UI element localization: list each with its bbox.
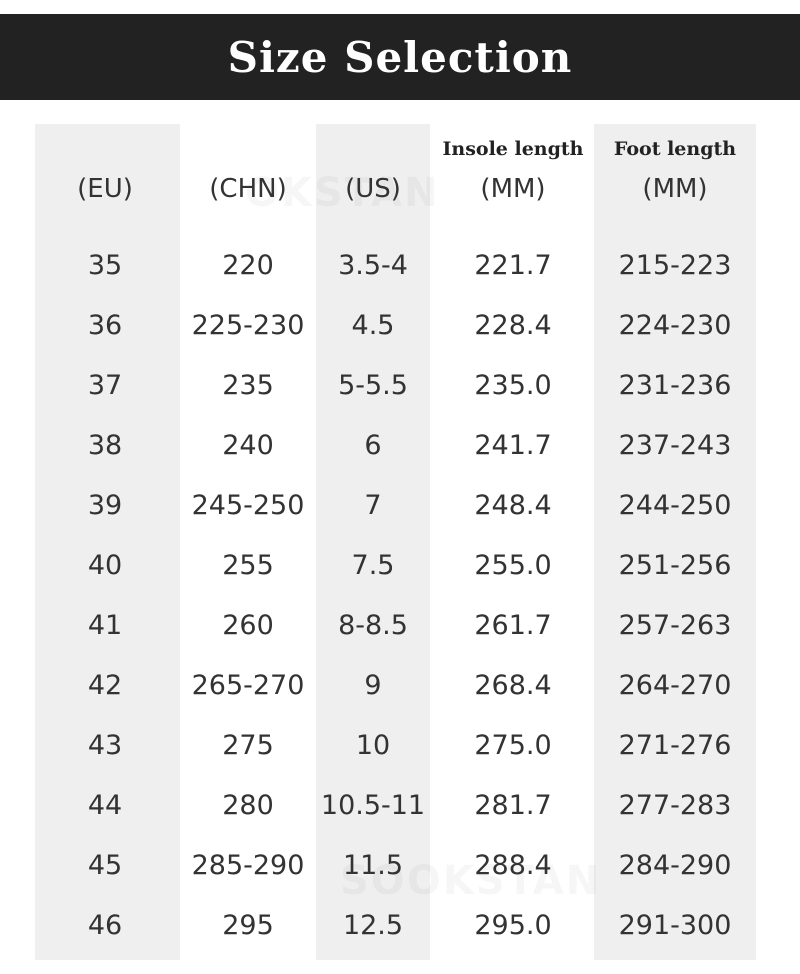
cell-chn: 285-290	[191, 850, 305, 881]
cell-insole-length: 221.7	[474, 250, 552, 281]
cell-us: 7.5	[351, 550, 395, 581]
cell-chn: 265-270	[191, 670, 305, 701]
cell-eu: 45	[87, 850, 123, 881]
cell-foot-length: 284-290	[618, 850, 732, 881]
cell-us: 6	[364, 430, 382, 461]
cell-insole-length: 235.0	[474, 370, 552, 401]
cell-insole-length: 268.4	[474, 670, 552, 701]
cell-chn: 275	[222, 730, 274, 761]
cell-eu: 41	[87, 610, 123, 641]
cell-insole-length: 275.0	[474, 730, 552, 761]
cell-foot-length: 224-230	[618, 310, 732, 341]
cell-insole-length: 261.7	[474, 610, 552, 641]
cell-chn: 240	[222, 430, 274, 461]
cell-chn: 225-230	[191, 310, 305, 341]
cell-us: 5-5.5	[338, 370, 408, 401]
cell-insole-length: 228.4	[474, 310, 552, 341]
header-insole-length: Insole length	[442, 138, 584, 160]
header-insole-unit: (MM)	[480, 174, 546, 204]
cell-foot-length: 251-256	[618, 550, 732, 581]
cell-eu: 40	[87, 550, 123, 581]
cell-insole-length: 255.0	[474, 550, 552, 581]
header-eu: (EU)	[77, 174, 133, 204]
cell-us: 4.5	[351, 310, 395, 341]
cell-insole-length: 295.0	[474, 910, 552, 941]
cell-foot-length: 271-276	[618, 730, 732, 761]
cell-us: 10.5-11	[320, 790, 426, 821]
cell-foot-length: 277-283	[618, 790, 732, 821]
cell-eu: 43	[87, 730, 123, 761]
cell-eu: 46	[87, 910, 123, 941]
cell-us: 12.5	[342, 910, 404, 941]
cell-foot-length: 257-263	[618, 610, 732, 641]
cell-us: 8-8.5	[338, 610, 408, 641]
cell-eu: 36	[87, 310, 123, 341]
cell-eu: 37	[87, 370, 123, 401]
cell-chn: 295	[222, 910, 274, 941]
cell-eu: 38	[87, 430, 123, 461]
cell-us: 10	[355, 730, 391, 761]
header-chn: (CHN)	[209, 174, 287, 204]
cell-eu: 39	[87, 490, 123, 521]
cell-foot-length: 264-270	[618, 670, 732, 701]
cell-insole-length: 281.7	[474, 790, 552, 821]
cell-eu: 42	[87, 670, 123, 701]
cell-us: 7	[364, 490, 382, 521]
cell-insole-length: 248.4	[474, 490, 552, 521]
cell-us: 3.5-4	[338, 250, 408, 281]
cell-foot-length: 231-236	[618, 370, 732, 401]
cell-us: 11.5	[342, 850, 404, 881]
header-foot-unit: (MM)	[642, 174, 708, 204]
header-us: (US)	[345, 174, 401, 204]
cell-eu: 35	[87, 250, 123, 281]
cell-foot-length: 291-300	[618, 910, 732, 941]
cell-foot-length: 237-243	[618, 430, 732, 461]
cell-us: 9	[364, 670, 382, 701]
cell-chn: 255	[222, 550, 274, 581]
cell-foot-length: 244-250	[618, 490, 732, 521]
cell-chn: 245-250	[191, 490, 305, 521]
cell-eu: 44	[87, 790, 123, 821]
cell-chn: 220	[222, 250, 274, 281]
page-title: Size Selection	[227, 32, 573, 82]
cell-chn: 260	[222, 610, 274, 641]
cell-chn: 280	[222, 790, 274, 821]
header-foot-length: Foot length	[613, 138, 737, 160]
cell-foot-length: 215-223	[618, 250, 732, 281]
cell-insole-length: 241.7	[474, 430, 552, 461]
cell-insole-length: 288.4	[474, 850, 552, 881]
cell-chn: 235	[222, 370, 274, 401]
